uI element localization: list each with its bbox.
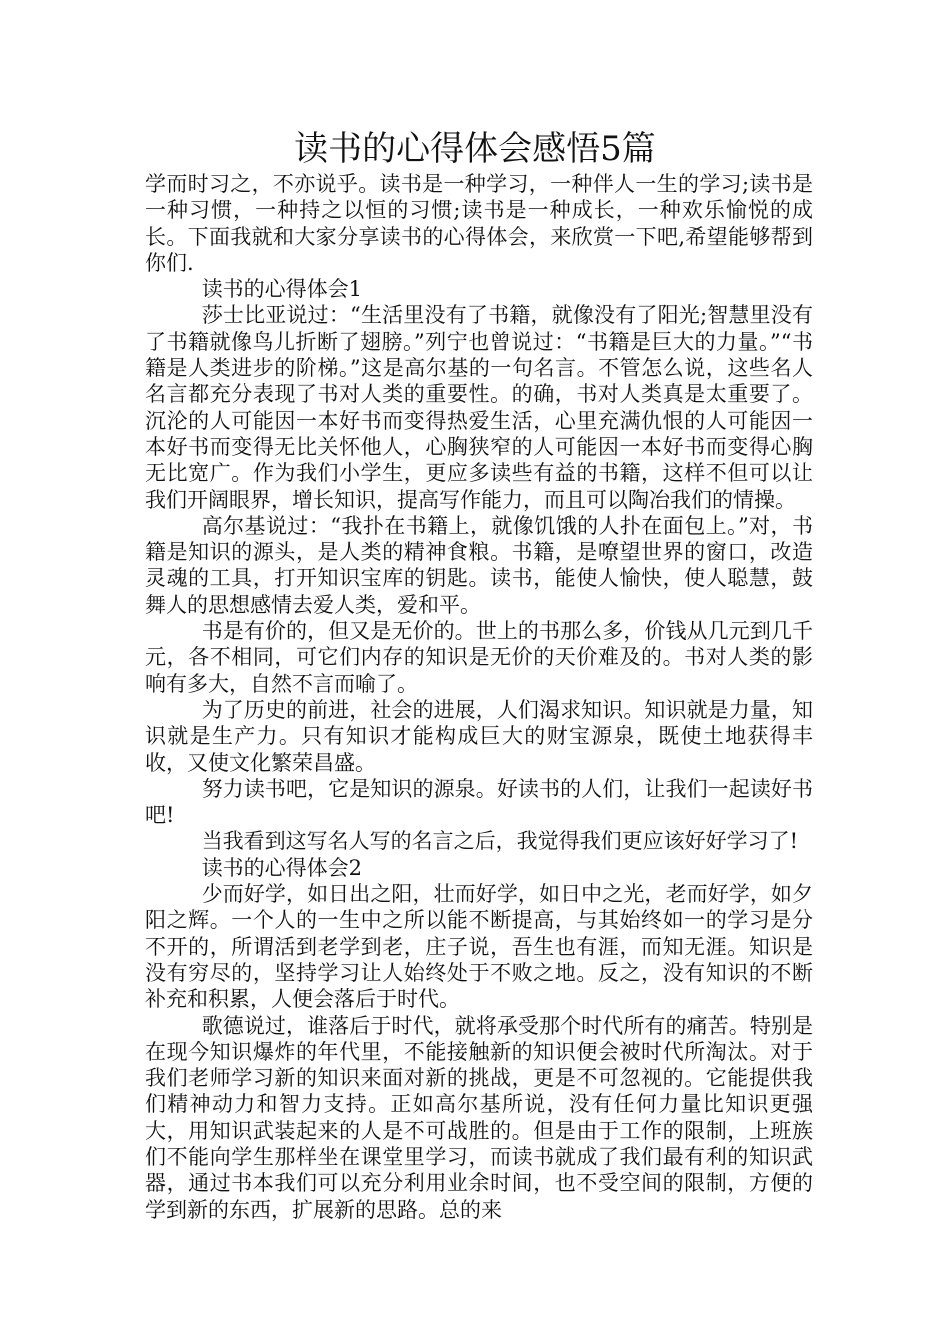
body-paragraph: 高尔基说过：“我扑在书籍上，就像饥饿的人扑在面包上。”对，书籍是知识的源头，是人类的精神食粮。书籍，是嘹望世界的窗口，改造灵魂的工具，打开知识宝库的钥匙。读书，能使人愉快，使人聪慧，鼓舞人的思想感情去爱人类，爱和平。 — [145, 513, 813, 617]
body-paragraph: 为了历史的前进，社会的进展，人们渴求知识。知识就是力量，知识就是生产力。只有知识才能构成巨大的财宝源泉，既使土地获得丰收，又使文化繁荣昌盛。 — [145, 697, 813, 775]
body-paragraph: 书是有价的，但又是无价的。世上的书那么多，价钱从几元到几千元，各不相同，可它们内存的知识是无价的天价难及的。书对人类的影响有多大，自然不言而喻了。 — [145, 619, 813, 696]
document-body — [145, 171, 813, 1223]
document-title: 读书的心得体会感悟5篇 — [294, 129, 656, 169]
body-paragraph: 莎士比亚说过：“生活里没有了书籍，就像没有了阳光;智慧里没有了书籍就像鸟儿折断了翅膀。”列宁也曾说过：“书籍是巨大的力量。”“书籍是人类进步的阶梯。”这是高尔基的一句名言。不管怎么说，这些名人名言都充分表现了书对人类的重要性。的确，书对人类真是太重要了。沉沦的人可能因一本好书而变得热爱生活，心里充满仇恨的人可能因一本好书而变得无比关怀他人，心胸狭窄的人可能因一本好书而变得心胸无比宽广。作为我们小学生，更应多读些有益的书籍，这样不但可以让我们开阔眼界，增长知识，提高写作能力，而且可以陶冶我们的情操。 — [145, 303, 813, 512]
body-paragraph: 少而好学，如日出之阳，壮而好学，如日中之光，老而好学，如夕阳之辉。一个人的一生中之所以能不断提高，与其始终如一的学习是分不开的，所谓活到老学到老，庄子说，吾生也有涯，而知无涯。知识是没有穷尽的，坚持学习让人始终处于不败之地。反之，没有知识的不断补充和积累，人便会落后于时代。 — [145, 882, 813, 1012]
body-paragraph: 努力读书吧，它是知识的源泉。好读书的人们，让我们一起读好书吧! — [145, 776, 813, 828]
intro-paragraph: 学而时习之，不亦说乎。读书是一种学习，一种伴人一生的学习;读书是一种习惯，一种持之以恒的习惯;读书是一种成长，一种欢乐愉悦的成长。下面我就和大家分享读书的心得体会，来欣赏一下吧,希望能够帮到你们. — [145, 172, 813, 275]
section-heading-2: 读书的心得体会2 — [201, 855, 363, 880]
section-heading-1: 读书的心得体会1 — [201, 277, 363, 302]
body-paragraph: 当我看到这写名人写的名言之后，我觉得我们更应该好好学习了! — [201, 829, 799, 854]
body-paragraph: 歌德说过，谁落后于时代，就将承受那个时代所有的痛苦。特别是在现今知识爆炸的年代里，不能接触新的知识便会被时代所淘汰。对于我们老师学习新的知识来面对新的挑战，更是不可忽视的。它能提供我们精神动力和智力支持。正如高尔基所说，没有任何力量比知识更强大，用知识武装起来的人是不可战胜的。但是由于工作的限制，上班族们不能向学生那样坐在课堂里学习，而读书就成了我们最有利的知识武器，通过书本我们可以充分利用业余时间，也不受空间的限制，方便的学到新的东西，扩展新的思路。总的来 — [145, 1013, 813, 1222]
